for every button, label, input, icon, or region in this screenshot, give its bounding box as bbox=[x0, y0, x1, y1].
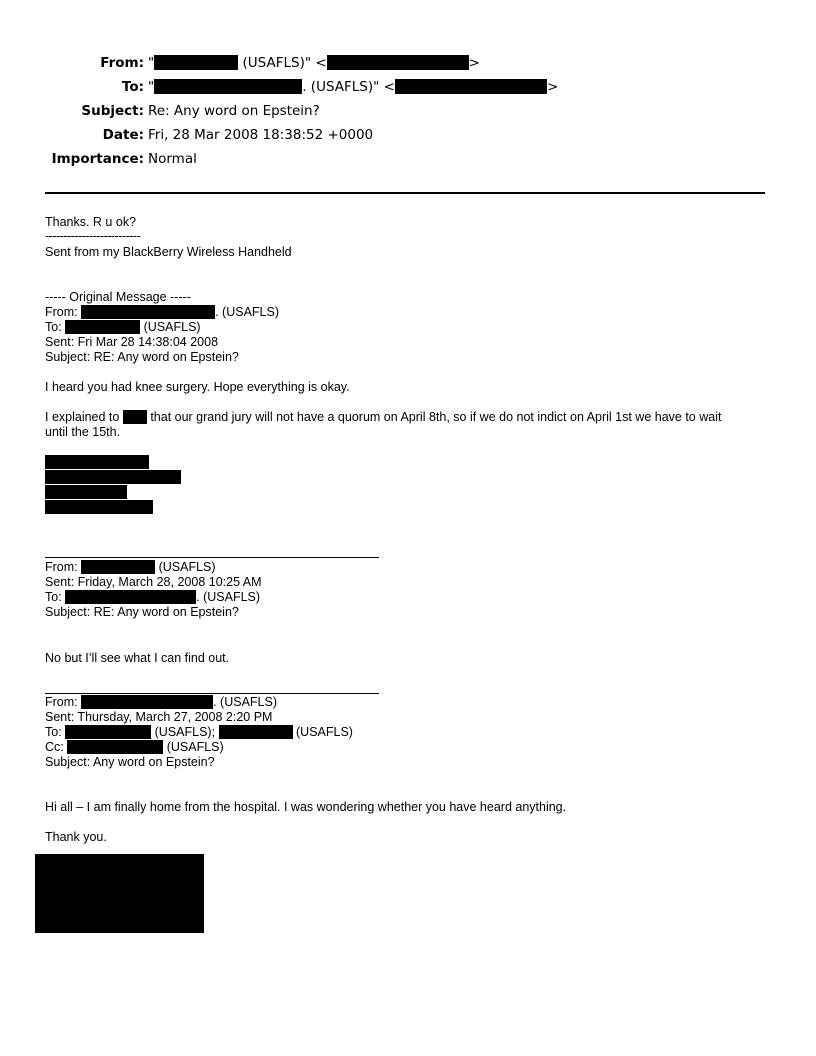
msg3-cc: Cc: (USAFLS) bbox=[45, 740, 224, 754]
redaction-box bbox=[327, 55, 469, 70]
signature: Sent from my BlackBerry Wireless Handheld bbox=[45, 245, 292, 259]
msg3-closing: Thank you. bbox=[45, 830, 107, 844]
message-separator bbox=[45, 557, 379, 558]
redaction-box bbox=[81, 695, 213, 709]
to-label: To: bbox=[121, 79, 144, 95]
redaction-box bbox=[45, 470, 181, 484]
redaction-box bbox=[65, 725, 151, 739]
redaction-box bbox=[123, 410, 147, 424]
msg3-sent: Sent: Thursday, March 27, 2008 2:20 PM bbox=[45, 710, 273, 724]
msg2-from: From: (USAFLS) bbox=[45, 560, 216, 574]
date-value: Fri, 28 Mar 2008 18:38:52 +0000 bbox=[148, 127, 374, 143]
from-label: From: bbox=[100, 55, 144, 71]
msg1-sent: Sent: Fri Mar 28 14:38:04 2008 bbox=[45, 335, 219, 349]
msg1-subject: Subject: RE: Any word on Epstein? bbox=[45, 350, 239, 364]
importance-value: Normal bbox=[148, 151, 197, 167]
date-label: Date: bbox=[102, 127, 144, 143]
redaction-box bbox=[154, 79, 302, 94]
to-value: " . (USAFLS)" < > bbox=[148, 79, 559, 95]
msg1-paragraph-2: I explained to that our grand jury will not have a quorum on April 8th, so if we do not indict on April 1st we have to wait bbox=[45, 410, 722, 424]
msg2-subject: Subject: RE: Any word on Epstein? bbox=[45, 605, 239, 619]
redaction-box bbox=[65, 590, 196, 604]
signature-divider: -------------------------- bbox=[45, 229, 141, 243]
redaction-box bbox=[45, 500, 153, 514]
subject-label: Subject: bbox=[81, 103, 144, 119]
msg3-body: Hi all – I am finally home from the hospital. I was wondering whether you have heard anything. bbox=[45, 800, 567, 814]
redaction-box bbox=[45, 485, 127, 499]
msg2-body: No but I’ll see what I can find out. bbox=[45, 651, 230, 665]
redaction-box bbox=[81, 560, 155, 574]
importance-label: Importance: bbox=[51, 151, 144, 167]
msg2-sent: Sent: Friday, March 28, 2008 10:25 AM bbox=[45, 575, 262, 589]
header-divider bbox=[45, 192, 765, 194]
from-value: " (USAFLS)" < > bbox=[148, 55, 480, 71]
msg3-from: From: . (USAFLS) bbox=[45, 695, 278, 709]
redaction-box bbox=[154, 55, 238, 70]
msg1-from: From: . (USAFLS) bbox=[45, 305, 280, 319]
signature-redaction-block bbox=[35, 854, 204, 933]
redaction-box bbox=[65, 320, 140, 334]
msg3-subject: Subject: Any word on Epstein? bbox=[45, 755, 215, 769]
reply-text: Thanks. R u ok? bbox=[45, 215, 137, 229]
redaction-box bbox=[45, 455, 149, 469]
original-message-marker: ----- Original Message ----- bbox=[45, 290, 191, 304]
redaction-box bbox=[395, 79, 547, 94]
msg1-paragraph-2-cont: until the 15th. bbox=[45, 425, 121, 439]
msg2-to: To: . (USAFLS) bbox=[45, 590, 261, 604]
message-separator bbox=[45, 693, 379, 694]
subject-value: Re: Any word on Epstein? bbox=[148, 103, 320, 119]
redaction-box bbox=[219, 725, 293, 739]
msg1-to: To: (USAFLS) bbox=[45, 320, 201, 334]
msg1-paragraph-1: I heard you had knee surgery. Hope everything is okay. bbox=[45, 380, 350, 394]
redaction-box bbox=[67, 740, 163, 754]
msg3-to: To: (USAFLS); (USAFLS) bbox=[45, 725, 353, 739]
redaction-box bbox=[81, 305, 215, 319]
